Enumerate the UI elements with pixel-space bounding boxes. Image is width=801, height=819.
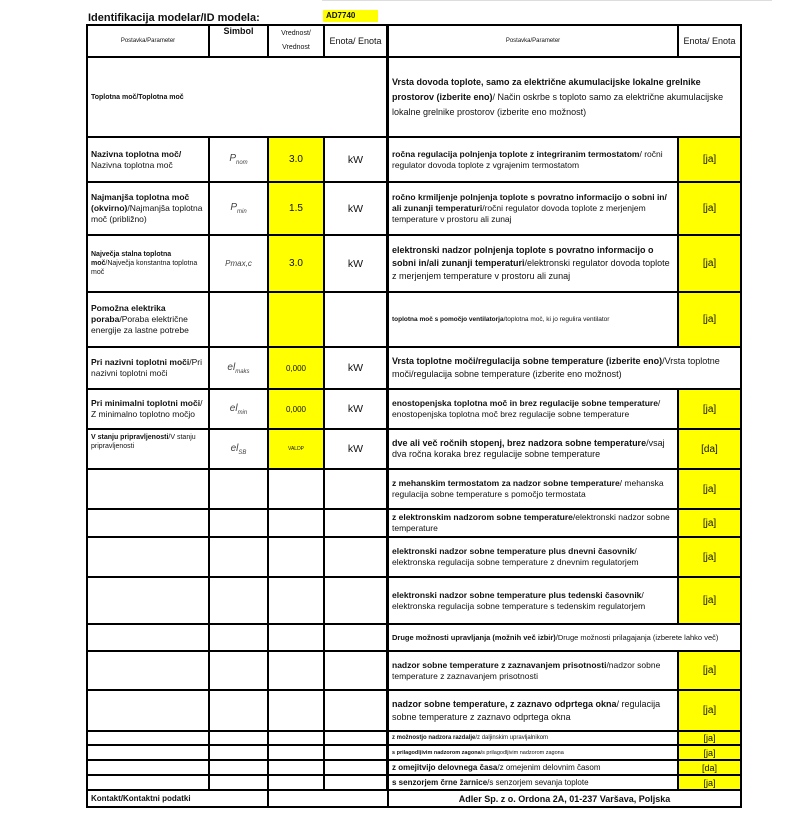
- row-label: / elektronska regulacija sobne temperature z dnevnim regulatorjem: [392, 546, 639, 567]
- table-row: [388, 347, 741, 389]
- row-value: VALDP: [268, 429, 324, 469]
- row-label: /Vrsta toplotne moči/regulacija sobne temperature (izberite eno možnost): [392, 356, 720, 379]
- right-header-row: [388, 25, 741, 57]
- row-symbol: Pmax,c: [209, 235, 268, 292]
- table-row: [388, 292, 741, 347]
- row-label-bold: toplotna moč s pomočjo ventilatorja: [392, 316, 504, 323]
- row-label: / Z minimalno toplotno močjo: [91, 398, 203, 419]
- row-label-bold: Vrsta dovoda toplote, samo za električne akumulacijske lokalne grelnike prostorov (izberite eno): [392, 76, 701, 102]
- table-row: [87, 347, 387, 389]
- row-value: [da]: [678, 429, 741, 469]
- table-row: [388, 235, 741, 292]
- row-label-bold: ročna regulacija polnjenja toplote z integriranim termostatom: [392, 148, 640, 159]
- col-unit-head: Enota/ Enota: [678, 25, 741, 57]
- row-unit: kW: [324, 429, 387, 469]
- row-label-bold: Pri minimalni toplotni moči: [91, 398, 201, 408]
- row-label-bold: elektronski nadzor sobne temperature plus dnevni časovnik: [392, 546, 635, 556]
- row-label: /vsaj dva ročna koraka brez regulacije sobne temperature: [392, 438, 665, 459]
- row-value: [ja]: [678, 292, 741, 347]
- row-value: 3.0: [268, 137, 324, 182]
- row-label-bold: z omejitvijo delovnega časa: [392, 763, 498, 772]
- row-label-bold: enostopenjska toplotna moč in brez regulacije sobne temperature: [392, 398, 658, 408]
- row-label-bold: elektronski nadzor sobne temperature plus tedenski časovnik: [392, 589, 642, 600]
- row-label: / enostopenjska toplotna moč brez regulacije sobne temperature: [392, 398, 661, 419]
- empty-row: [87, 690, 387, 731]
- row-value: [ja]: [678, 509, 741, 537]
- row-value: [ja]: [678, 690, 741, 731]
- row-value: [ja]: [678, 537, 741, 577]
- row-label: /s prilagodljivim nadzorom zagona: [480, 749, 564, 756]
- row-value: [ja]: [678, 577, 741, 624]
- col-param-head: Postavka/Parameter: [388, 25, 678, 57]
- row-label-bold: s prilagodljivim nadzorom zagona: [392, 749, 481, 756]
- row-label-bold: Največja stalna toplotna moč: [91, 251, 172, 267]
- row-label: / ročni regulator dovoda toplote z vgrajenim termostatom: [392, 148, 663, 170]
- section-heat-row: [87, 57, 387, 137]
- empty-row: [87, 509, 387, 537]
- row-unit: kW: [324, 235, 387, 292]
- table-row: [388, 137, 741, 182]
- row-label: /toplotna moč, ki jo regulira ventilator: [503, 316, 610, 323]
- empty-row: [87, 745, 387, 760]
- row-label: /Najmanjša toplotna moč (približno): [91, 203, 203, 224]
- row-label: /z omejenim delovnim časom: [497, 763, 601, 772]
- model-id-value: AD7740: [323, 10, 378, 22]
- table-row: [388, 690, 741, 731]
- row-value: 0,000: [268, 347, 324, 389]
- row-symbol: $el_{maks}$: [209, 347, 268, 389]
- table-row: [388, 57, 741, 137]
- table-row: [388, 577, 741, 624]
- table-row: [388, 509, 741, 537]
- row-label-bold: elektronski nadzor polnjenja toplote s povratno informacijo o sobni in/ali zunanji temperaturi: [392, 245, 654, 268]
- table-row: [87, 389, 387, 429]
- table-row: [87, 429, 387, 469]
- contact-address: Adler Sp. z o. Ordona 2A, 01-237 Varšava, Poljska: [388, 790, 741, 807]
- row-label-bold: Najmanjša toplotna moč (okvirno): [91, 192, 190, 213]
- row-label-bold: Pri nazivni toplotni moči: [91, 357, 190, 367]
- row-label: /Pri nazivni toplotni moči: [91, 357, 202, 378]
- table-row: [388, 760, 741, 775]
- contact-spacer: [268, 790, 387, 807]
- row-label-bold: ročno krmiljenje polnjenja toplote s povratno informacijo o sobni in/ ali zunanji temperaturi: [392, 192, 667, 213]
- table-row: [388, 429, 741, 469]
- row-label-bold: Nazivna toplotna moč/: [91, 148, 182, 159]
- row-value: 0,000: [268, 389, 324, 429]
- empty-row: [87, 731, 387, 745]
- row-label: /Druge možnosti prilagajanja (izberete lahko več): [555, 632, 719, 642]
- model-id-label: Identifikacija modelar/ID modela:: [88, 12, 260, 24]
- row-value: [268, 292, 324, 347]
- table-row: [388, 731, 741, 745]
- table-row: [87, 292, 387, 347]
- row-label: / Način oskrbe s toploto samo za električne akumulacijske lokalne grelnike prostorov (izberite eno možnost): [392, 91, 724, 117]
- row-label-bold: dve ali več ročnih stopenj, brez nadzora sobne temperature: [392, 438, 647, 448]
- row-symbol: $P_{nom}$: [209, 137, 268, 182]
- table-row: [87, 182, 387, 235]
- row-label-bold: V stanju pripravljenosti: [91, 434, 169, 441]
- table-row: [388, 745, 741, 760]
- table-row: [87, 137, 387, 182]
- row-unit: [324, 292, 387, 347]
- row-label-bold: z elektronskim nadzorom sobne temperature: [392, 512, 573, 522]
- row-symbol: $P_{min}$: [209, 182, 268, 235]
- right-parameter-table: [387, 24, 742, 808]
- row-value: [ja]: [678, 182, 741, 235]
- empty-row: [87, 577, 387, 624]
- table-row: [388, 624, 741, 651]
- col-symbol-head: Simbol: [209, 25, 268, 57]
- row-value: [ja]: [678, 389, 741, 429]
- row-value: [ja]: [678, 469, 741, 509]
- row-unit: kW: [324, 389, 387, 429]
- empty-row: [87, 537, 387, 577]
- row-unit: kW: [324, 137, 387, 182]
- row-label: / elektronska regulacija sobne temperature s tedenskim regulatorjem: [392, 589, 646, 611]
- row-label: /ročni regulator dovoda toplote z merjenjem temperature v prostoru ali zunaj: [392, 203, 646, 224]
- left-header-row: [87, 25, 387, 57]
- row-value: [ja]: [678, 745, 741, 760]
- empty-row: [87, 775, 387, 790]
- top-rule: [322, 0, 772, 1]
- table-row: [87, 235, 387, 292]
- table-row: [388, 651, 741, 690]
- col-value-head: Vrednost/ Vrednost: [268, 25, 324, 57]
- row-value: [ja]: [678, 731, 741, 745]
- empty-row: [87, 469, 387, 509]
- col-unit-head: Enota/ Enota: [324, 25, 387, 57]
- row-label: / regulacija sobne temperature z zaznavo odprtega okna: [392, 698, 661, 722]
- row-unit: kW: [324, 182, 387, 235]
- row-label: /z daljinskim upravljalnikom: [475, 735, 549, 741]
- row-value: [da]: [678, 760, 741, 775]
- row-label-bold: Pomožna elektrika poraba: [91, 303, 166, 324]
- row-label-bold: Druge možnosti upravljanja (možnih več izbir): [392, 632, 556, 642]
- row-value: [ja]: [678, 651, 741, 690]
- empty-row: [87, 624, 387, 651]
- row-label-bold: nadzor sobne temperature, z zaznavo odprtega okna: [392, 698, 617, 709]
- row-label-bold: z možnostjo nadzora razdalje: [392, 735, 476, 741]
- row-value: 1.5: [268, 182, 324, 235]
- row-symbol: [209, 292, 268, 347]
- table-row: [388, 537, 741, 577]
- row-unit: kW: [324, 347, 387, 389]
- contact-row: [87, 790, 387, 807]
- row-label: /elektronski regulator dovoda toplote z merjenjem temperature v prostoru ali zunaj: [392, 258, 670, 281]
- left-parameter-table: [86, 24, 388, 808]
- row-label-bold: Vrsta toplotne moči/regulacija sobne temperature (izberite eno): [392, 356, 663, 366]
- table-row: [388, 389, 741, 429]
- row-label: Nazivna toplotna moč: [91, 159, 173, 170]
- empty-row: [87, 760, 387, 775]
- table-row: [388, 775, 741, 790]
- row-label: / mehanska regulacija sobne temperature s pomočjo termostata: [392, 478, 664, 499]
- row-value: 3.0: [268, 235, 324, 292]
- row-label: /nadzor sobne temperature z zaznavanjem prisotnosti: [392, 659, 661, 681]
- contact-label: Kontakt/Kontaktni podatki: [87, 790, 268, 807]
- section-heat-output: Toplotna moč/Toplotna moč: [87, 57, 387, 137]
- row-value: [ja]: [678, 137, 741, 182]
- row-label-bold: z mehanskim termostatom za nadzor sobne temperature: [392, 478, 620, 488]
- table-row: [388, 469, 741, 509]
- contact-row: [388, 790, 741, 807]
- row-value: [ja]: [678, 775, 741, 790]
- empty-row: [87, 651, 387, 690]
- row-label: /V stanju pripravljenosti: [91, 434, 196, 450]
- row-label: /elektronski nadzor sobne temperature: [392, 512, 670, 533]
- table-row: [388, 182, 741, 235]
- row-label: /Poraba električne energije za lastne potrebe: [91, 314, 189, 335]
- row-value: [ja]: [678, 235, 741, 292]
- col-param-head: Postavka/Parameter: [87, 25, 209, 57]
- row-label: /Največja konstantna toplotna moč: [91, 260, 198, 276]
- row-label-bold: s senzorjem črne žarnice: [392, 778, 488, 787]
- row-label: /s senzorjem sevanja toplote: [487, 778, 589, 787]
- row-label-bold: nadzor sobne temperature z zaznavanjem prisotnosti: [392, 659, 607, 670]
- row-symbol: $el_{SB}$: [209, 429, 268, 469]
- row-symbol: $el_{min}$: [209, 389, 268, 429]
